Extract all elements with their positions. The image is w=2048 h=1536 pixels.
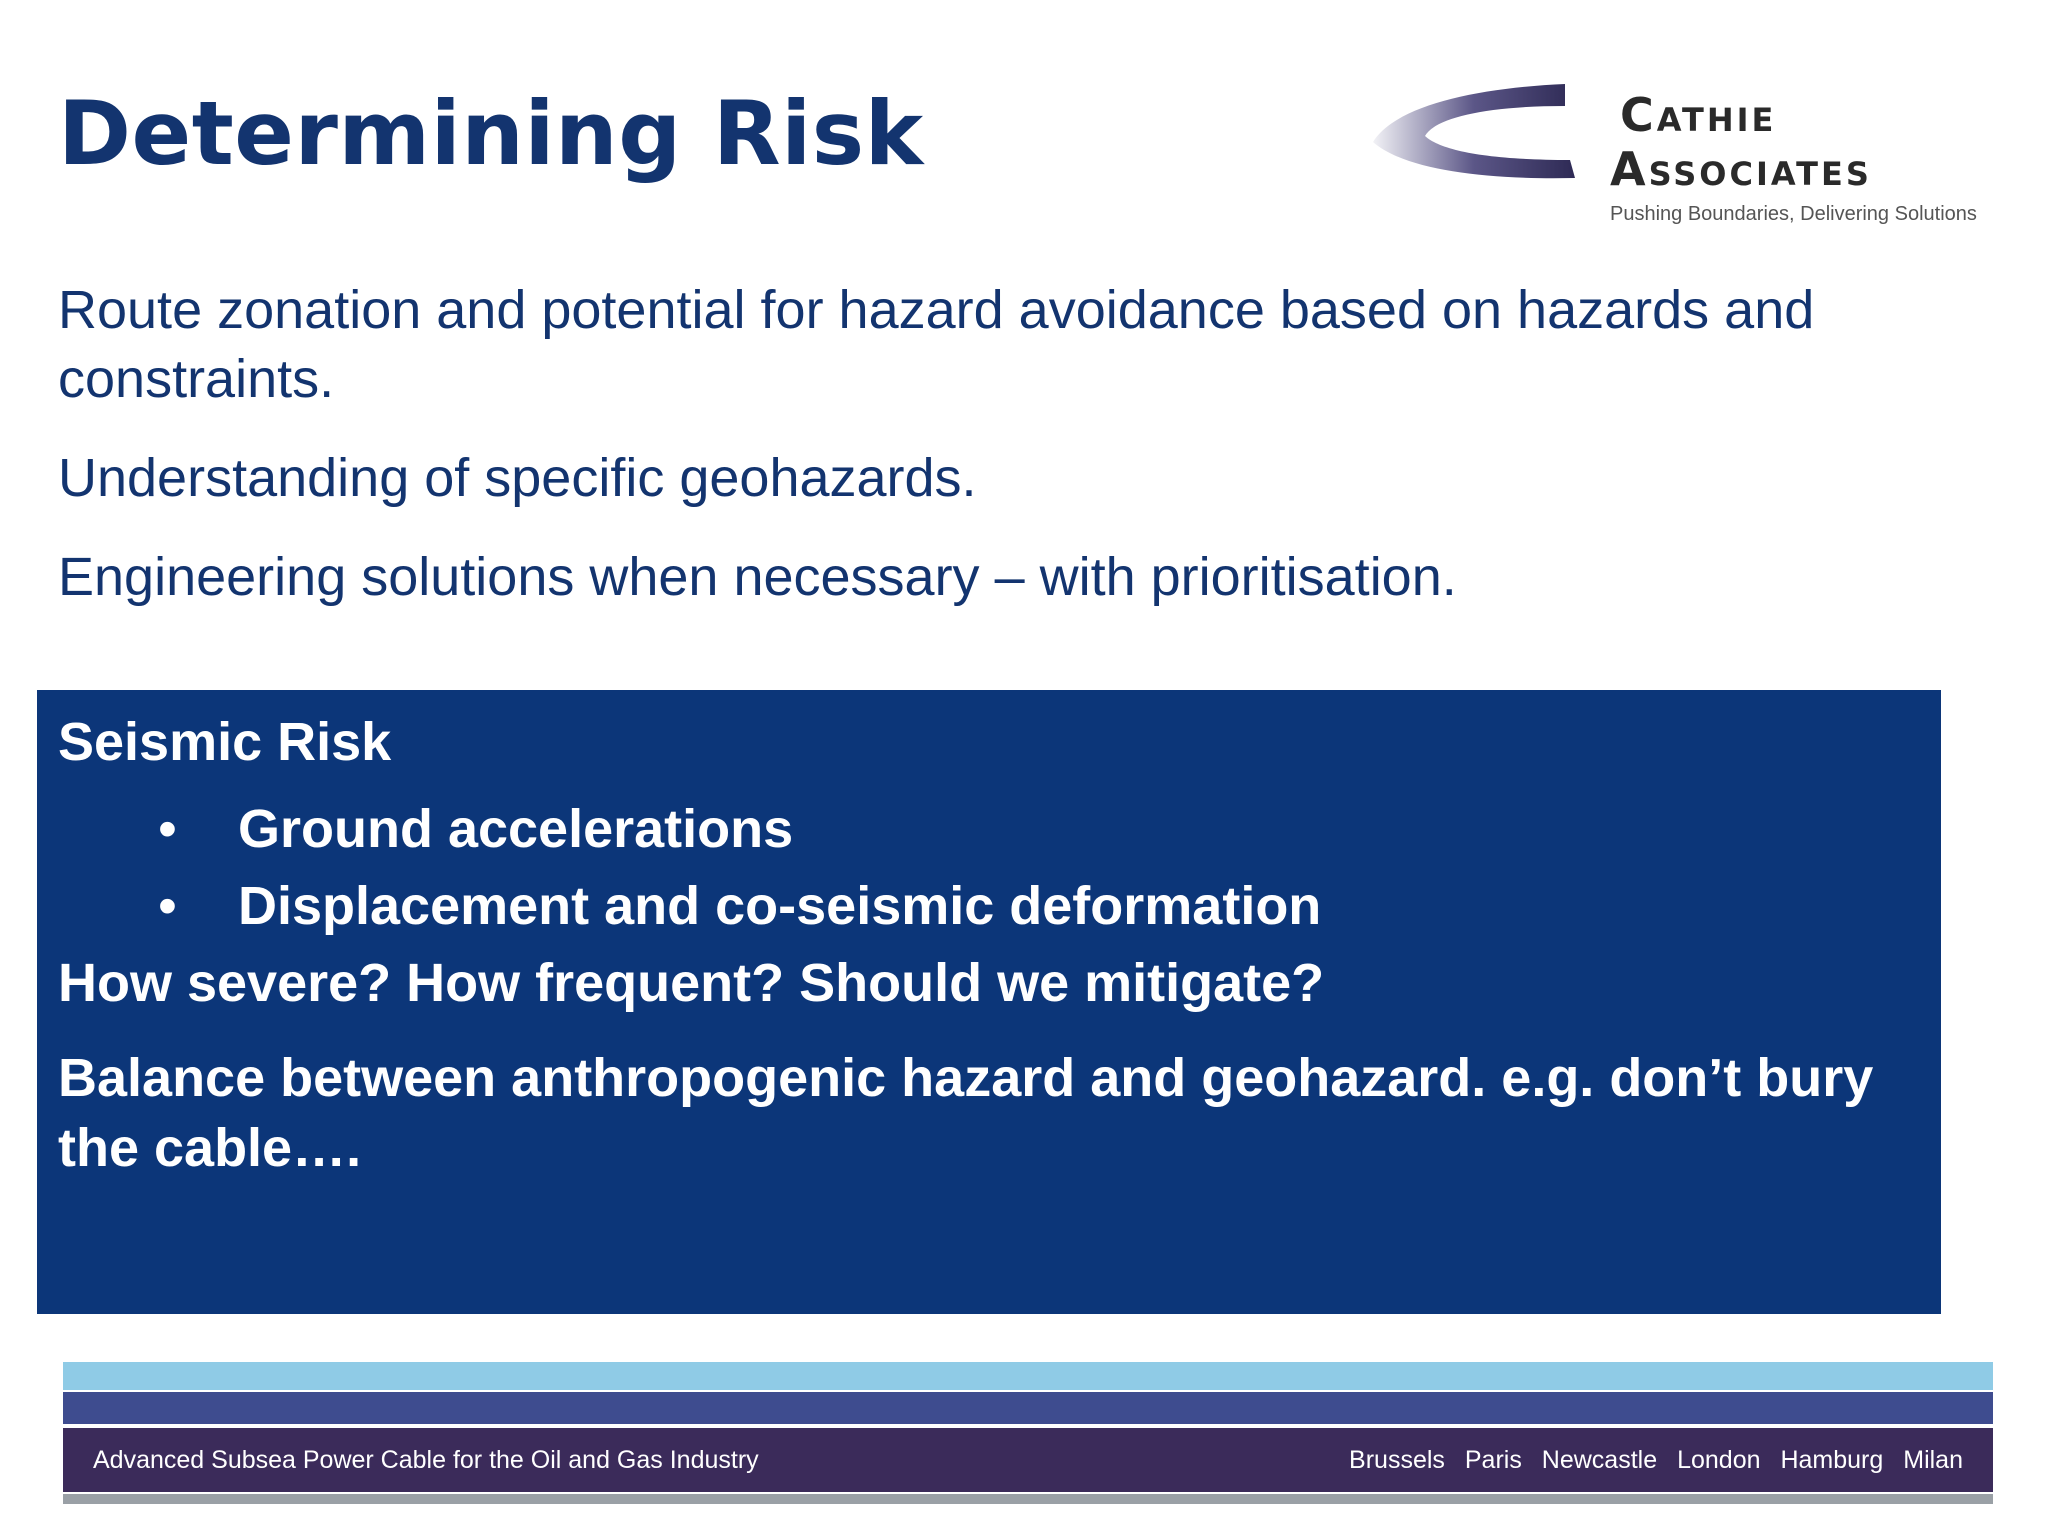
company-logo bbox=[1365, 78, 2005, 238]
logo-text-line1: Cathie bbox=[1620, 88, 1777, 142]
footer-band-light bbox=[63, 1362, 1993, 1390]
bullet-icon: • bbox=[158, 876, 177, 937]
slide-title: Determining Risk bbox=[58, 82, 924, 185]
paragraph-engineering: Engineering solutions when necessary – with prioritisation. bbox=[58, 547, 1457, 608]
city-milan: Milan bbox=[1903, 1445, 1963, 1474]
body-text bbox=[58, 276, 1958, 642]
city-brussels: Brussels bbox=[1349, 1445, 1445, 1474]
paragraph-route-zonation: Route zonation and potential for hazard avoidance based on hazards and constraints. bbox=[58, 280, 1815, 410]
bullet-text: Displacement and co-seismic deformation bbox=[238, 876, 1322, 937]
logo-text-line2: Associates bbox=[1610, 142, 1872, 196]
footer-cities bbox=[1336, 1446, 1963, 1475]
city-london: London bbox=[1677, 1445, 1761, 1474]
list-item bbox=[58, 872, 1920, 941]
bullet-list bbox=[58, 795, 1920, 941]
panel-question: How severe? How frequent? Should we mitigate? bbox=[58, 953, 1325, 1014]
city-paris: Paris bbox=[1464, 1445, 1522, 1474]
logo-tagline: Pushing Boundaries, Delivering Solutions bbox=[1610, 203, 1977, 225]
footer-band-mid bbox=[63, 1392, 1993, 1424]
footer-title: Advanced Subsea Power Cable for the Oil and Gas Industry bbox=[93, 1445, 759, 1474]
seismic-risk-panel bbox=[37, 690, 1941, 1314]
footer-bar bbox=[63, 1428, 1993, 1492]
city-newcastle: Newcastle bbox=[1541, 1445, 1658, 1474]
bullet-icon: • bbox=[158, 799, 177, 860]
city-hamburg: Hamburg bbox=[1780, 1445, 1884, 1474]
footer-shadow bbox=[63, 1494, 1993, 1504]
list-item bbox=[58, 795, 1920, 864]
panel-balance-text: Balance between anthropogenic hazard and geohazard. e.g. don’t bury the cable…. bbox=[58, 1048, 1874, 1178]
paragraph-geohazards: Understanding of specific geohazards. bbox=[58, 448, 977, 509]
bullet-text: Ground accelerations bbox=[238, 799, 794, 860]
logo-swoosh-icon bbox=[1365, 78, 1585, 198]
panel-heading: Seismic Risk bbox=[58, 712, 392, 772]
